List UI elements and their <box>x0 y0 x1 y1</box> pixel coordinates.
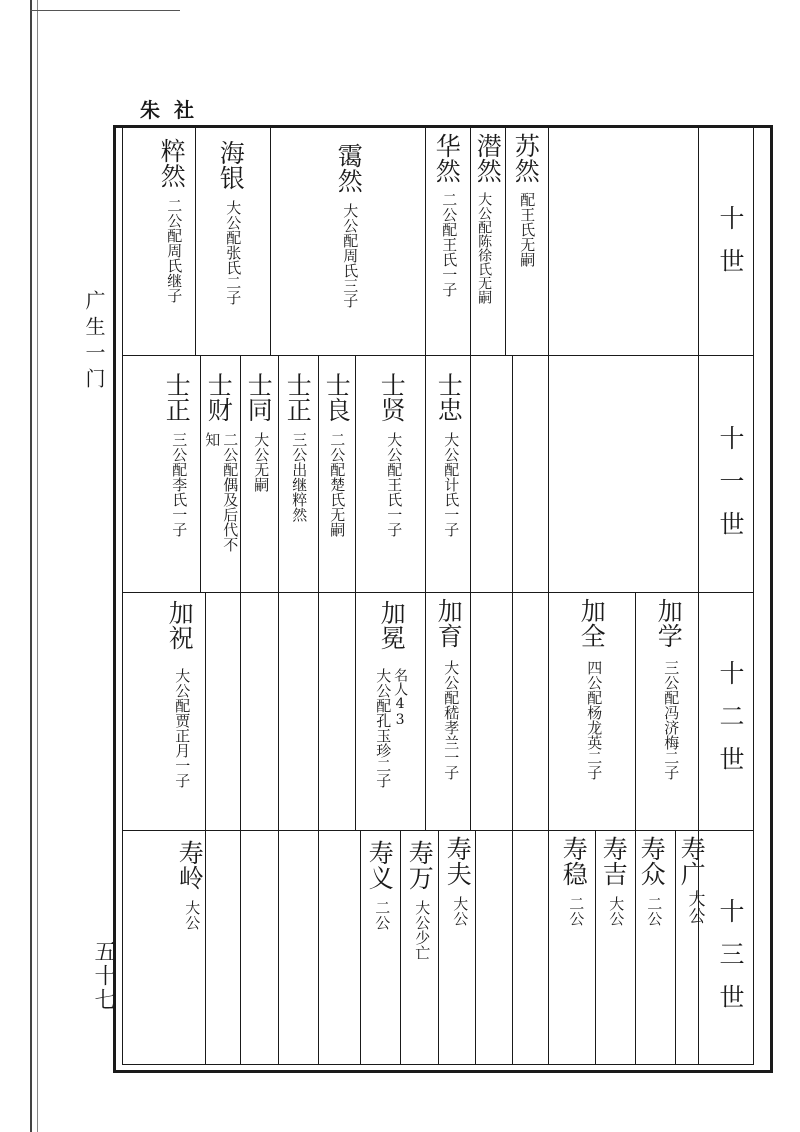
person-name: 加全 <box>577 598 607 648</box>
person-handwritten-note: 大公 <box>684 890 705 924</box>
person-description: 四公配杨龙英二子 <box>585 660 604 780</box>
row13-divider-12 <box>240 830 241 1065</box>
person-note: 知 <box>203 432 222 447</box>
person-description: 大公配计氏一子 <box>442 432 461 537</box>
branch-label: 广生一门 <box>82 290 106 394</box>
row11-divider-7 <box>278 355 279 592</box>
row13-divider-2 <box>635 830 636 1065</box>
row13-divider-4 <box>548 830 549 1065</box>
person-name: 士良 <box>322 372 352 422</box>
person-name: 加祝 <box>165 600 195 650</box>
person-description: 二公配楚氏无嗣 <box>328 432 347 537</box>
row11-divider-9 <box>200 355 201 592</box>
row13-divider-1 <box>675 830 676 1065</box>
row12-divider-5 <box>425 592 426 830</box>
person-description: 大公配孔玉珍二子 <box>374 668 393 788</box>
generation-label-10: 十世 <box>716 205 745 291</box>
row10-divider-1 <box>548 125 549 355</box>
person-name: 士正 <box>162 372 192 422</box>
row10-divider-5 <box>270 125 271 355</box>
person-description: 大公配陈徐氏无嗣 <box>476 192 493 304</box>
person-name: 士正 <box>283 372 313 422</box>
person-description: 二公 <box>645 896 664 926</box>
row12-divider-3 <box>512 592 513 830</box>
person-name: 加育 <box>434 598 464 648</box>
person-name: 寿稳 <box>559 836 589 886</box>
row11-divider-5 <box>355 355 356 592</box>
person-description: 三公配冯济梅二子 <box>662 660 681 780</box>
top-scan-mark <box>30 10 180 11</box>
person-description: 三公出继粹然 <box>290 432 309 522</box>
page-number: 五十七 <box>91 940 116 1012</box>
row12-divider-1 <box>635 592 636 830</box>
generation-label-11: 十一世 <box>716 425 745 554</box>
row-divider-11-12 <box>122 592 754 593</box>
person-description: 大公少亡 <box>413 900 432 960</box>
row12-divider-2 <box>548 592 549 830</box>
person-description: 大公无嗣 <box>252 432 271 492</box>
person-description: 二公 <box>373 900 392 930</box>
person-name: 加冕 <box>377 600 407 650</box>
generation-label-divider <box>698 125 699 1065</box>
row13-divider-6 <box>475 830 476 1065</box>
row13-divider-10 <box>318 830 319 1065</box>
person-name: 潜然 <box>473 133 503 183</box>
person-description: 配王氏无嗣 <box>518 192 537 267</box>
person-name: 苏然 <box>511 133 541 183</box>
page-header-title: 朱社 <box>140 98 208 122</box>
row11-divider-1 <box>548 355 549 592</box>
row13-divider-11 <box>278 830 279 1065</box>
person-name: 霭然 <box>334 143 364 193</box>
row13-divider-3 <box>595 830 596 1065</box>
page-binding-edge-inner <box>37 0 38 1132</box>
row13-divider-8 <box>400 830 401 1065</box>
generation-label-12: 十二世 <box>716 660 745 789</box>
row11-divider-2 <box>512 355 513 592</box>
row10-divider-4 <box>425 125 426 355</box>
row10-divider-3 <box>470 125 471 355</box>
person-name: 士忠 <box>434 372 464 422</box>
row13-divider-9 <box>360 830 361 1065</box>
person-name: 华然 <box>432 133 462 183</box>
person-name: 粹然 <box>157 138 187 188</box>
row10-divider-6 <box>195 125 196 355</box>
person-name: 士贤 <box>377 372 407 422</box>
row-divider-10-11 <box>122 355 754 356</box>
person-name: 加学 <box>654 598 684 648</box>
person-name: 寿万 <box>405 840 435 890</box>
person-name: 寿广 <box>677 836 707 886</box>
row12-divider-9 <box>240 592 241 830</box>
row12-divider-6 <box>355 592 356 830</box>
generation-label-13: 十三世 <box>716 898 745 1027</box>
row10-divider-2 <box>505 125 506 355</box>
row12-divider-10 <box>205 592 206 830</box>
person-description: 二公 <box>567 896 586 926</box>
row12-divider-7 <box>318 592 319 830</box>
person-description: 大公配王氏一子 <box>385 432 404 537</box>
row12-divider-4 <box>470 592 471 830</box>
row11-divider-4 <box>425 355 426 592</box>
person-description: 二公配周氏继子 <box>165 198 184 303</box>
row11-divider-3 <box>470 355 471 592</box>
row11-divider-8 <box>240 355 241 592</box>
person-name: 寿岭 <box>175 840 205 890</box>
person-name: 寿众 <box>637 836 667 886</box>
page-binding-edge <box>30 0 32 1132</box>
person-name: 士同 <box>244 372 274 422</box>
person-description: 大公 <box>451 896 470 926</box>
person-description: 大公配贾正月一子 <box>173 668 192 788</box>
row12-divider-8 <box>278 592 279 830</box>
person-description: 三公配李氏一子 <box>170 432 189 537</box>
row13-divider-13 <box>205 830 206 1065</box>
person-description: 二公配偶及后代不 <box>221 432 240 552</box>
person-description: 大公配周氏三子 <box>341 203 360 308</box>
row11-divider-6 <box>318 355 319 592</box>
person-description: 二公配王氏一子 <box>440 192 459 297</box>
person-description: 大公配张氏二子 <box>224 200 243 305</box>
person-name: 寿夫 <box>443 836 473 886</box>
person-description: 大公 <box>607 896 626 926</box>
row13-divider-7 <box>438 830 439 1065</box>
person-name: 士财 <box>204 372 234 422</box>
person-description: 大公 <box>183 900 202 930</box>
person-name: 寿义 <box>365 840 395 890</box>
row13-divider-5 <box>512 830 513 1065</box>
person-description: 大公配嵇孝兰一子 <box>442 660 461 780</box>
person-name: 海银 <box>216 140 246 190</box>
person-name: 寿吉 <box>599 836 629 886</box>
person-note: 名人43 <box>392 668 409 728</box>
